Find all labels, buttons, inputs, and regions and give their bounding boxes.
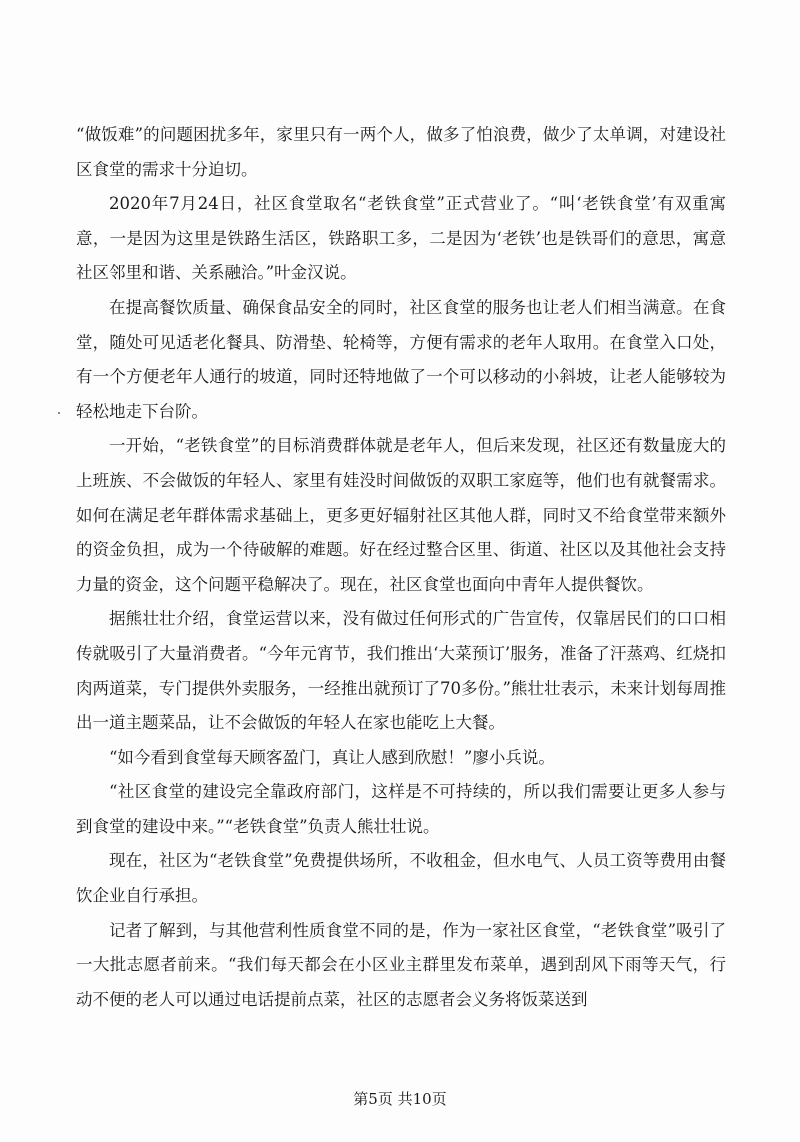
scan-speck	[58, 412, 60, 414]
paragraph-6: “如今看到食堂每天顾客盈门，真让人感到欣慰！”廖小兵说。	[109, 747, 555, 767]
page-footer: 第5页 共10页	[353, 1090, 447, 1108]
paragraph-8: 现在，社区为“老铁食堂”免费提供场所，不收租金，但水电气、人员工资等费用由餐饮企业自行承担。	[76, 851, 726, 906]
paragraph-7: “社区食堂的建设完全靠政府部门，这样是不可持续的，所以我们需要让更多人参与到食堂的建设中来。”“老铁食堂”负责人熊壮壮说。	[76, 782, 726, 836]
paragraph-9: 记者了解到，与其他营利性质食堂不同的是，作为一家社区食堂，“老铁食堂”吸引了一大批志愿者前来。“我们每天都会在小区业主群里发布菜单，遇到刮风下雨等天气，行动不便的老人可以通过电话提前点菜，社区的志愿者会义务将饭菜送到	[76, 920, 726, 1009]
paragraph-2: 2020年7月24日，社区食堂取名“老铁食堂”正式营业了。“叫‘老铁食堂’有双重寓意，一是因为这里是铁路生活区，铁路职工多，二是因为‘老铁’也是铁哥们的意思，寓意社区邻里和谐、关系融洽。”叶金汉说。	[76, 194, 726, 283]
paragraph-1: “做饭难”的问题困扰多年，家里只有一两个人，做多了怕浪费，做少了太单调，对建设社区食堂的需求十分迫切。	[76, 125, 726, 179]
article-body	[76, 118, 726, 1017]
paragraph-5: 据熊壮壮介绍，食堂运营以来，没有做过任何形式的广告宣传，仅靠居民们的口口相传就吸引了大量消费者。“今年元宵节，我们推出‘大菜预订’服务，准备了汗蒸鸡、红烧扣肉两道菜，专门提供外卖服务，一经推出就预订了70多份。”熊壮壮表示，未来计划每周推出一道主题菜品，让不会做饭的年轻人在家也能吃上大餐。	[76, 609, 726, 733]
paragraph-4: 一开始，“老铁食堂”的目标消费群体就是老年人，但后来发现，社区还有数量庞大的上班族、不会做饭的年轻人、家里有娃没时间做饭的双职工家庭等，他们也有就餐需求。如何在满足老年群体需求基础上，更多更好辐射社区其他人群，同时又不给食堂带来额外的资金负担，成为一个待破解的难题。好在经过整合区里、街道、社区以及其他社会支持力量的资金，这个问题平稳解决了。现在，社区食堂也面向中青年人提供餐饮。	[76, 436, 726, 594]
paragraph-3: 在提高餐饮质量、确保食品安全的同时，社区食堂的服务也让老人们相当满意。在食堂，随处可见适老化餐具、防滑垫、轮椅等，方便有需求的老年人取用。在食堂入口处，有一个方便老年人通行的坡道，同时还特地做了一个可以移动的小斜坡，让老人能够较为轻松地走下台阶。	[76, 297, 726, 421]
